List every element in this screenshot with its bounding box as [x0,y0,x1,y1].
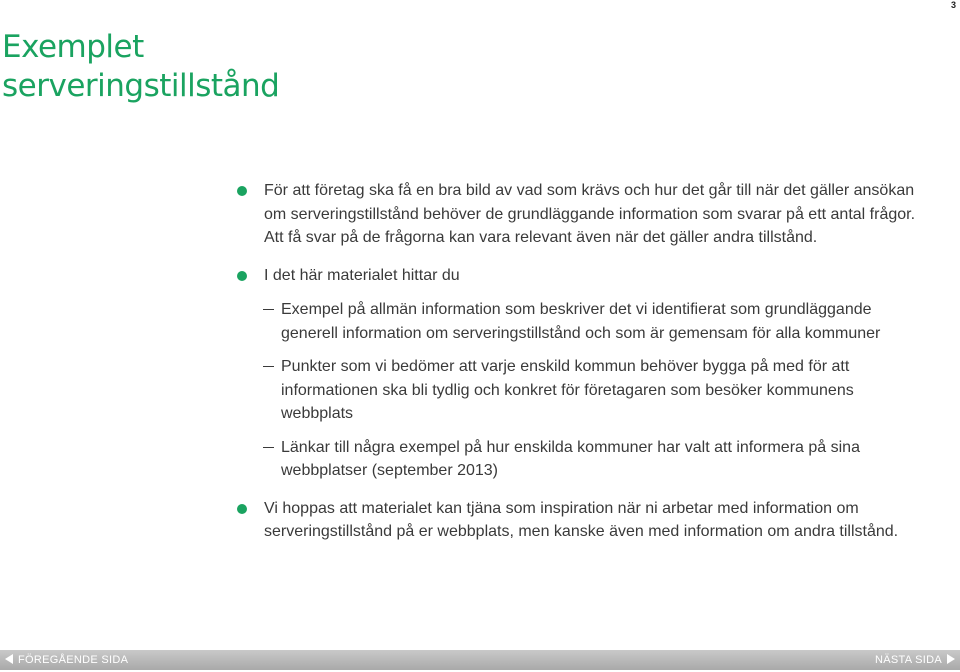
page-title [2,28,279,106]
previous-page-label: FÖREGÅENDE SIDA [18,654,129,666]
bullet-text: För att företag ska få en bra bild av vad som krävs och hur det går till när det gäller ansökan om serveringstillstånd behöver de grundläggande information som svarar på ett antal frågor. Att få svar på de frågorna kan vara relevant även när det gäller andra tillstånd. [264,182,916,246]
page-number: 3 [950,0,956,10]
sub-list-item [237,298,927,345]
bullet-item [237,179,927,250]
bullet-dot-icon [237,271,247,281]
triangle-right-icon [947,654,955,664]
sub-list-item [237,436,927,483]
bullet-text: Vi hoppas att materialet kan tjäna som inspiration när ni arbetar med information om serveringstillstånd på er webbplats, men kanske även med information om andra tillstånd. [264,499,899,540]
sub-list-text: Punkter som vi bedömer att varje enskild kommun behöver bygga på med för att informationen ska bli tydlig och konkret för företagaren som besöker kommunens webbplats [281,358,854,422]
bullet-text: I det här materialet hittar du [264,266,460,284]
dash-icon [263,447,274,448]
main-content [237,179,927,544]
triangle-left-icon [5,654,13,664]
page-title-line1: Exemplet [2,29,144,65]
previous-page-button[interactable] [5,650,128,670]
bullet-dot-icon [237,504,247,514]
dash-icon [263,309,274,310]
next-page-label: NÄSTA SIDA [875,654,942,666]
sub-list-item [237,355,927,426]
bullet-item [237,497,927,544]
next-page-button[interactable] [875,650,955,670]
bullet-item [237,264,927,288]
footer-nav-bar [0,650,960,670]
bullet-dot-icon [237,186,247,196]
dash-icon [263,366,274,367]
sub-list-text: Exempel på allmän information som beskriver det vi identifierat som grundläggande generell information om serveringstillstånd och som är gemensam för alla kommuner [281,301,881,342]
page-title-line2: serveringstillstånd [2,68,280,104]
sub-list-text: Länkar till några exempel på hur enskilda kommuner har valt att informera på sina webbplatser (september 2013) [281,438,860,479]
